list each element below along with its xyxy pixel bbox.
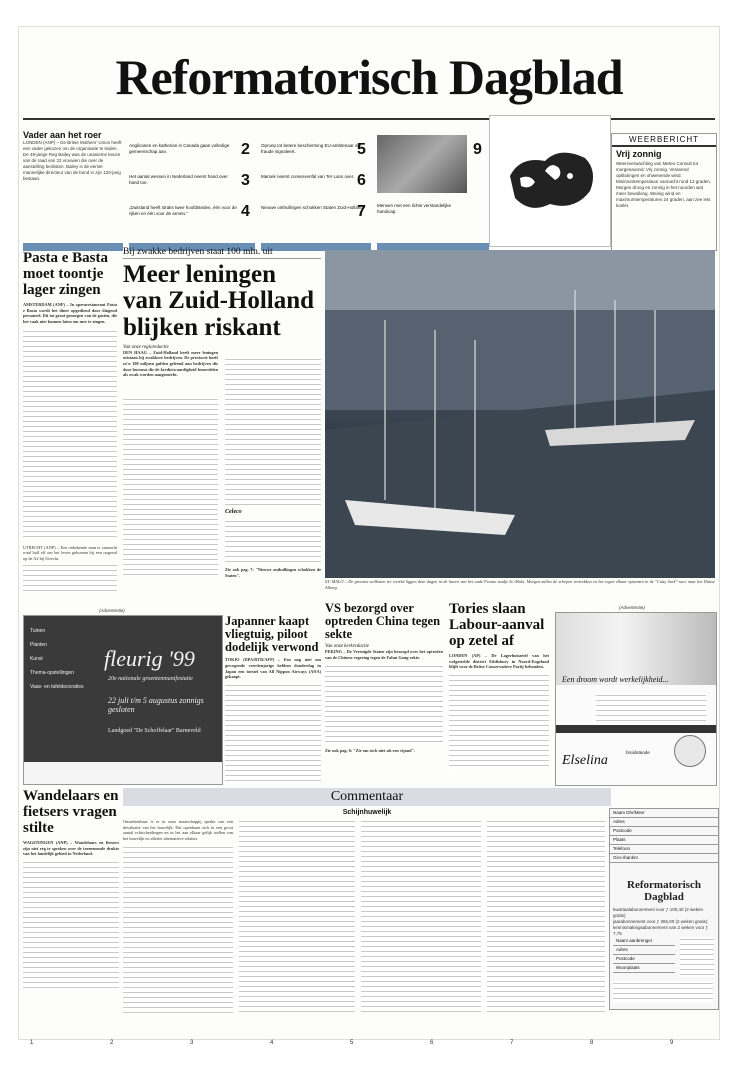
article-wandelaars-lead: WAGENINGEN (ANP) – Wandelaars en fietsers zijn niet erg te spreken over de toenemende drukte van het landelijk gebied in Nederland. <box>23 840 119 857</box>
article-pasta[interactable] <box>23 251 117 593</box>
form-field[interactable]: Woonplaats <box>613 964 675 973</box>
weather-text: Weersverwachting van Meteo Consult tot morgenavond: Vrij zonnig. Veranend opklaringen en ohwenende wind. Minimumtemperatuur vannacht rond 13 graden. Morgen droog en zonnig in het noorden wat meer bewolking. Weinig wind en maximumtemperaturen 24 graden, aan zee iets koeler. <box>616 161 712 208</box>
lead-kicker: Bij zwakke bedrijven staat 100 mln. uit <box>123 247 321 259</box>
lead-article[interactable] <box>123 247 321 578</box>
commentary-title: Schijnhuwelijk <box>342 809 392 816</box>
ad-sponsor-strip <box>24 762 222 784</box>
form-field[interactable]: Postcode <box>613 955 675 964</box>
subscription-form[interactable] <box>609 808 719 1010</box>
commentary-col1 <box>123 845 233 1013</box>
page-number: 6 <box>430 1040 434 1046</box>
article-japan-lead: TOKIO (DPA/RTR/AFP) – Een nog niet om gewogende veertienjarige hebben donderdag in Japan een toestel van All Nippon Airways (ANA) gekaapt. <box>225 657 321 680</box>
newspaper-page <box>18 26 720 1040</box>
ad-label: (Advertentie) <box>99 608 125 613</box>
form-field[interactable]: Telefoon <box>610 845 718 854</box>
ad-item: Vaas- en tafeldecoraties <box>30 684 84 690</box>
teaser-page-number: 2 <box>241 141 250 158</box>
form-field[interactable]: Giro-/banknr. <box>610 854 718 863</box>
teaser-main-title: Vader aan het roer <box>23 130 102 140</box>
ship-masts-graphic <box>325 250 715 578</box>
article-tories-body <box>449 673 549 769</box>
article-wandelaars-title: Wandelaars en fietsers vragen stilte <box>23 788 119 836</box>
article-vs-title: VS bezorgd over optreden China tegen sekte <box>325 601 441 642</box>
teaser-item[interactable]: Oproep tot betere bescherming EU-ambtenaar die fraude signaleert. <box>261 143 362 154</box>
ad-item: Kunst <box>30 656 43 662</box>
teaser-item[interactable]: Het aantal wessen in Nederland neemt hand over hand toe. <box>129 174 228 185</box>
teaser-main[interactable] <box>23 130 123 250</box>
teaser-item[interactable]: Marsek neemt conservenfal van Ter Lans over. <box>261 174 355 179</box>
teaser-page-number: 3 <box>241 172 250 189</box>
weather-title: Vrij zonnig <box>616 149 662 159</box>
article-pasta-title: Pasta e Basta moet toontje lager zingen <box>23 250 108 298</box>
teaser-page-number: 7 <box>357 203 366 220</box>
teaser-item[interactable]: Nieuwe onthullingen schokken Staten Zuid-Holland. <box>261 205 365 210</box>
article-wandelaars[interactable] <box>23 789 119 990</box>
weather-header: WEERBERICHT <box>612 134 716 147</box>
photo-caption: ST.-MALO – De grootste zeilboten ter wereld liggen deze dagen in de haven van het oude Franse stadje St.-Malo. Morgen zullen de schepen vertrekken en het regen elkaar opnemen in de "Cutty Sark"-race naar het Duitse Alborg. <box>325 579 715 590</box>
ad-brand: Elselina <box>562 753 608 768</box>
article-vs-reference[interactable]: Zie ook pag. 6: "Zie om toch niet als een vijand". <box>325 747 415 753</box>
teaser-item[interactable]: Anglicanen en katherian in Canada gaan volledige gemeenschap aan. <box>129 143 230 154</box>
ad-item: Planten <box>30 642 47 648</box>
lead-title: Meer leningen van Zuid-Holland blijken riskant <box>123 261 315 341</box>
commentary-text: Omstekenbaar is er in onze maatschappij sprake van een devaluatie van het huwelijk. Dat openbaart zich in een groot aantal echtscheidingen en in het aan elkaar gelijk stellen van het huwelijk en allerlei alternatieve relaties. <box>123 819 233 841</box>
ad-fleurig-title: fleurig '99 <box>104 646 195 671</box>
form-field[interactable]: Naam Dhr/Mevr <box>610 809 718 818</box>
article-pasta-lead: AMSTERDAM (ANP) – In operarestaurant Pasta e Basta wordt het diner opgediend door dingend personeel. Dit tot groot genoegen van de gasten, die het vaak niet kunnen laten om mee te zingen. <box>23 302 117 325</box>
teaser-page-number: 9 <box>473 141 482 158</box>
world-map-graphic <box>489 115 611 247</box>
page-number: 7 <box>510 1040 514 1046</box>
lead-body-col3 <box>225 519 321 565</box>
article-wandelaars-body <box>23 860 119 990</box>
article-tories-title: Tories slaan Labour-aanval op zetel af <box>449 601 545 649</box>
article-tories[interactable] <box>449 602 549 769</box>
form-option[interactable]: kwartaalabonnement voor ƒ 100,40 (2 weken gratis) <box>613 907 704 918</box>
lead-subhead: Celeco <box>225 509 242 515</box>
article-tories-lead: LONDEN (AP) – De Lagerhuiszetel van het welgesteldе district Eddisbury in Noord-Engeland blijft voor de Britse Conservatieve Partij behouden. <box>449 653 549 670</box>
ad-elselina-text <box>596 693 706 721</box>
commentary-header: Commentaar <box>123 788 611 806</box>
weather-box[interactable] <box>611 133 717 251</box>
commentary-col4 <box>487 819 605 1013</box>
page-number: 2 <box>110 1040 114 1046</box>
ad-black-band <box>556 725 716 733</box>
article-vs-china[interactable] <box>325 602 443 753</box>
form-address <box>613 981 713 1003</box>
form-option[interactable]: kennismakingsabonnement van 2 weken voor ƒ 7,75 <box>613 925 709 936</box>
ad-fleurig-dates: 22 juli t/m 5 augustus zonnigs gesloten <box>108 696 204 714</box>
ad-round-photo <box>674 735 706 767</box>
commentary-col3 <box>361 819 481 1013</box>
page-number: 4 <box>270 1040 274 1046</box>
form-field[interactable]: Naam aanbrenger <box>613 937 675 946</box>
teaser-main-text: LONDEN (ANP) – De Britse Mothers' Union heeft een vader gekozen om de organisatie te leiden. De 49-jarige Reg Bailey was de unanieme keuze van de raad van 22 vrouwen die over de aanstelling beslisten. Bailey is de eerste mannelijke directeur van de bond in zijn 120-jarig bestaan. <box>23 140 122 181</box>
tall-ships-photo <box>325 250 715 578</box>
lead-reference[interactable]: Zie ook pag. 7: "Nieuwe onthullingen schokken de Staten". <box>225 567 321 578</box>
form-field[interactable]: Postcode <box>610 827 718 836</box>
form-option[interactable]: jaarabonnement voor ƒ 365,00 (2 weken gratis) <box>613 919 708 924</box>
form-aside <box>680 937 714 977</box>
ad-fleurig-sub: 20e nationale groentenmanifestatie <box>108 676 193 682</box>
article-vs-body <box>325 664 443 746</box>
ad-dream-text: Een droom wordt werkelijkheid... <box>562 675 669 684</box>
masthead: Reformatorisch Dagblad <box>115 49 623 105</box>
teaser-item[interactable]: „Duitsland heeft straks twee hoofdsteden, één voor de rijken en één voor de armen." <box>129 205 237 216</box>
ad-fleurig[interactable] <box>23 615 223 785</box>
teaser-page-number: 5 <box>357 141 366 158</box>
article-vs-lead: PEKING – De Verenigde Staten zijn bezorgd over het optreden van de Chinese regering tegen de Falun Gong-sekte. <box>325 649 443 660</box>
page-number: 5 <box>350 1040 354 1046</box>
ad-item: Thema-opstellingen <box>30 670 74 676</box>
ad-fleurig-venue: Landgoed "De Schoffelaar" Barneveld <box>108 728 201 734</box>
world-map-icon <box>490 116 610 246</box>
teaser-item[interactable]: Mensen met een lichte verstandelijke handicap. <box>377 203 452 214</box>
lead-body-col1 <box>123 397 218 577</box>
imprint-price <box>281 119 406 120</box>
article-japan-title: Japanner kaapt vliegtuig, piloot dodelijk verwond <box>225 614 319 655</box>
form-field[interactable]: Plaats <box>610 836 718 845</box>
imprint-bar <box>23 118 715 120</box>
form-field[interactable]: Adres <box>610 818 718 827</box>
ad-label: (Advertentie) <box>619 605 645 610</box>
article-pasta-body <box>23 329 117 539</box>
teaser-photo <box>377 135 467 193</box>
imprint-left <box>23 119 151 120</box>
ad-item: Tuinen <box>30 628 46 634</box>
lead-byline: Van onze regioredactie <box>123 344 169 350</box>
form-logo: Reformatorisch Dagblad <box>627 879 701 903</box>
commentary-col2 <box>239 819 355 1013</box>
teaser-page-number: 6 <box>357 172 366 189</box>
lead-intro: DEN HAAG – Zuid-Holland heeft meer leningen uitstaan bij zwakkere bedrijven. De provincie heeft zo'n 100 miljoen gulden geleend aan bedrijven die door bureaus die de kredietwaardigheid beoordelen als zwak worden aangemerkt. <box>123 349 218 378</box>
ad-elselina[interactable] <box>555 612 717 786</box>
page-number: 8 <box>590 1040 594 1046</box>
form-field[interactable]: Adres <box>613 946 675 955</box>
lead-body-col2 <box>225 357 321 505</box>
article-vs-byline: Van onze kerkredactie <box>325 644 369 650</box>
ad-brand-sub: bruidsmode <box>626 751 650 756</box>
article-japan[interactable] <box>225 615 321 783</box>
teaser-page-number: 4 <box>241 203 250 220</box>
page-number: 1 <box>30 1040 34 1046</box>
article-japan-body <box>225 683 321 783</box>
article-utrecht-lead: UTRECHT (ANP) – Een onbekende man is vannacht rond half elf om het leven gekomen bij een ongeval op de A2 bij Utrecht. <box>23 544 117 561</box>
page-number: 9 <box>670 1040 674 1046</box>
article-utrecht-body <box>23 563 117 593</box>
page-number: 3 <box>190 1040 194 1046</box>
imprint-date <box>643 119 681 120</box>
